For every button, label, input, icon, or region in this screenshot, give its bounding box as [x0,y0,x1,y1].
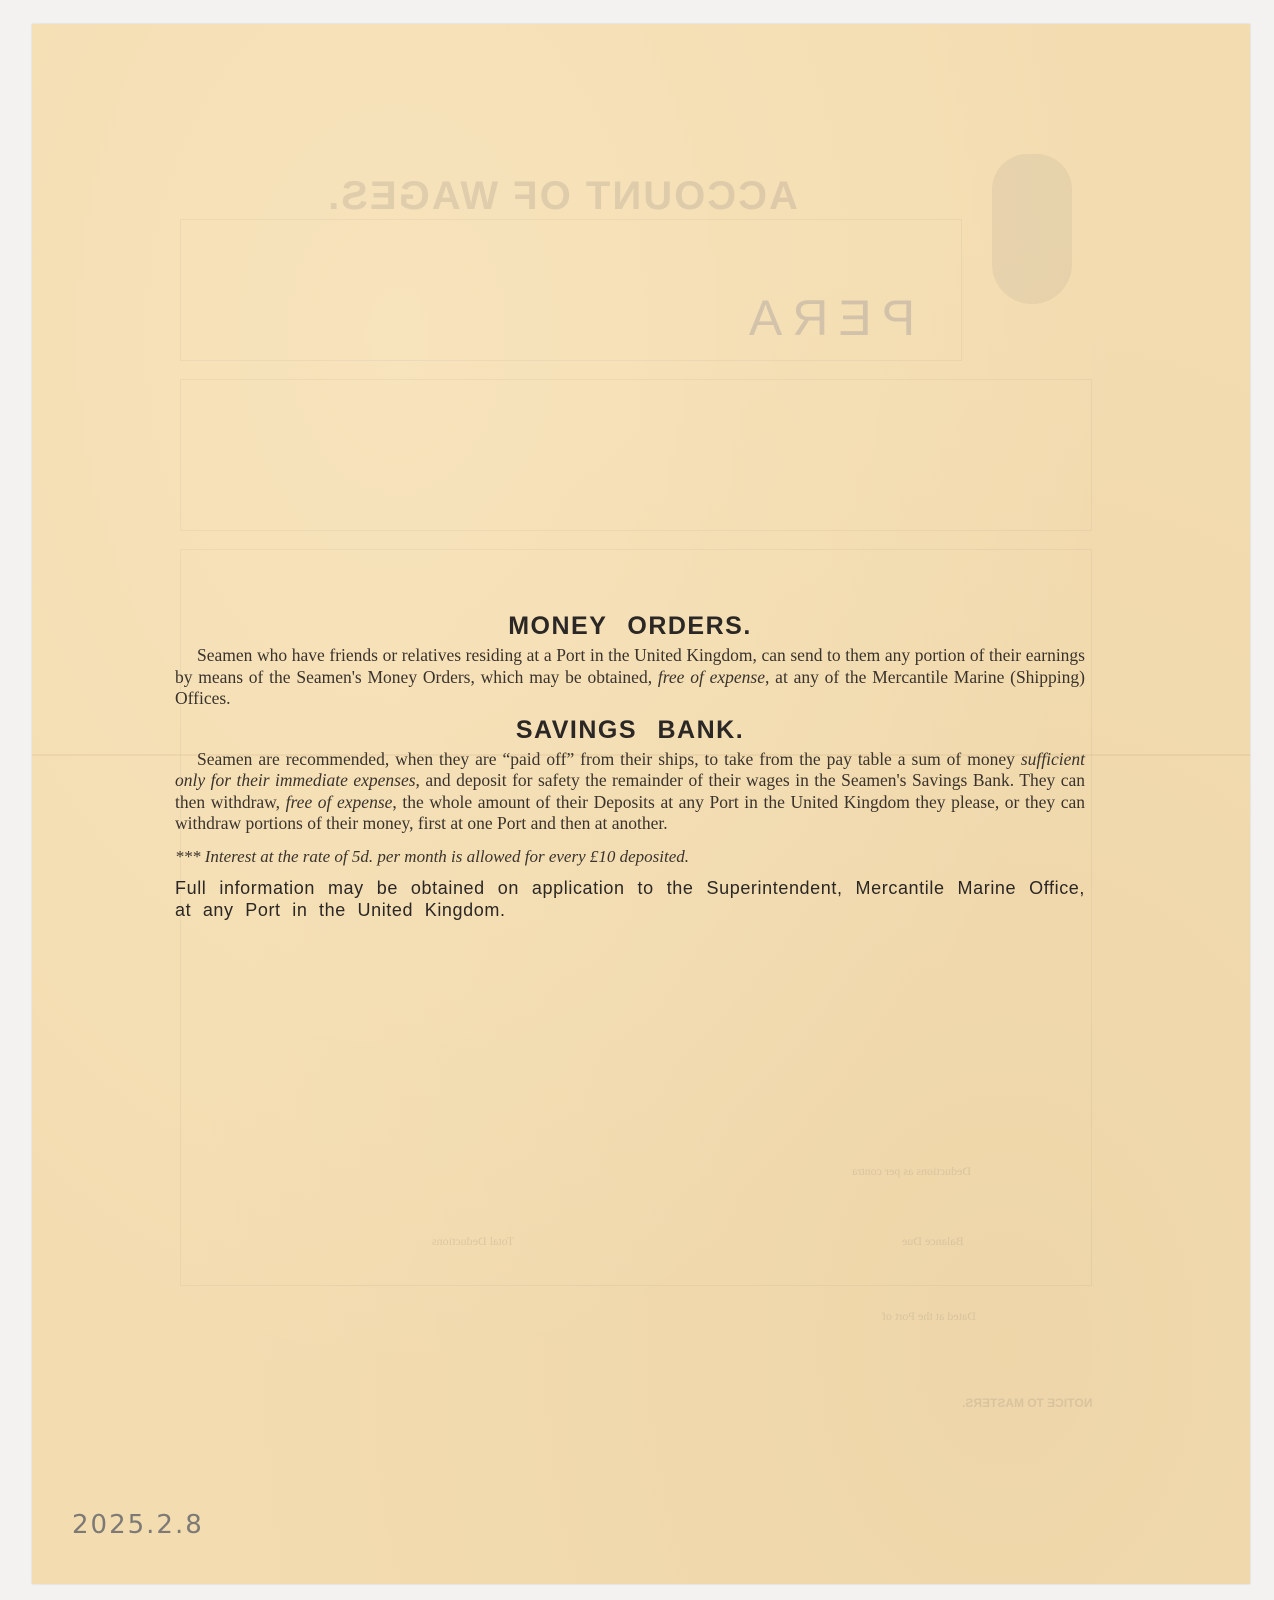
bleed-through-title: ACCOUNT OF WAGES. [326,174,798,218]
money-orders-text-2: , at any of the Mercantile Marine (Shipping) Offices. [175,666,1085,708]
bleed-through-table-top [180,219,962,361]
savings-bank-text-2: , and deposit for safety the remainder of their wages in the Seamen's Savings Bank. They can then withdraw, [175,770,1085,812]
savings-bank-italic-2: free of expense [285,791,393,812]
bleed-through-table-middle [180,379,1092,531]
royal-crest-icon [992,154,1072,304]
savings-bank-paragraph [175,749,1085,835]
document-body [175,612,1085,921]
savings-bank-text-3: , the whole amount of their Deposits at any Port in the United Kingdom they please, or they can withdraw portions of their money, first at one Port and then at another. [175,791,1085,833]
bleed-through-notice: NOTICE TO MASTERS. [962,1396,1093,1410]
bleed-through-deductions: Deductions as per contra [852,1164,971,1178]
bleed-through-stamp: PERA [738,290,916,346]
money-orders-heading: MONEY ORDERS. [508,612,752,640]
archive-mark: 2025.2.8 [72,1510,204,1540]
interest-note: *** Interest at the rate of 5d. per month is allowed for every £10 deposited. [175,846,690,866]
money-orders-text-1: Seamen who have friends or relatives residing at a Port in the United Kingdom, can send to them any portion of their earnings by means of the Seamen's Money Orders, which may be obtained, [175,645,1085,687]
money-orders-paragraph [175,645,1085,710]
bleed-through-balance: Balance Due [902,1234,964,1248]
savings-bank-text-1: Seamen are recommended, when they are “paid off” from their ships, to take from the pay table a sum of money [197,748,1021,769]
bleed-through-dated: Dated at the Port of [882,1309,976,1323]
savings-bank-heading: SAVINGS BANK. [515,715,745,744]
bleed-through-total-deductions: Total Deductions [432,1234,515,1248]
savings-bank-italic-1: sufficient only for their immediate expenses [175,748,1085,790]
money-orders-italic: free of expense [657,666,766,687]
full-information-paragraph: Full information may be obtained on application to the Superintendent, Mercantile Marine Office, at any Port in the United Kingdom. [175,877,1085,920]
